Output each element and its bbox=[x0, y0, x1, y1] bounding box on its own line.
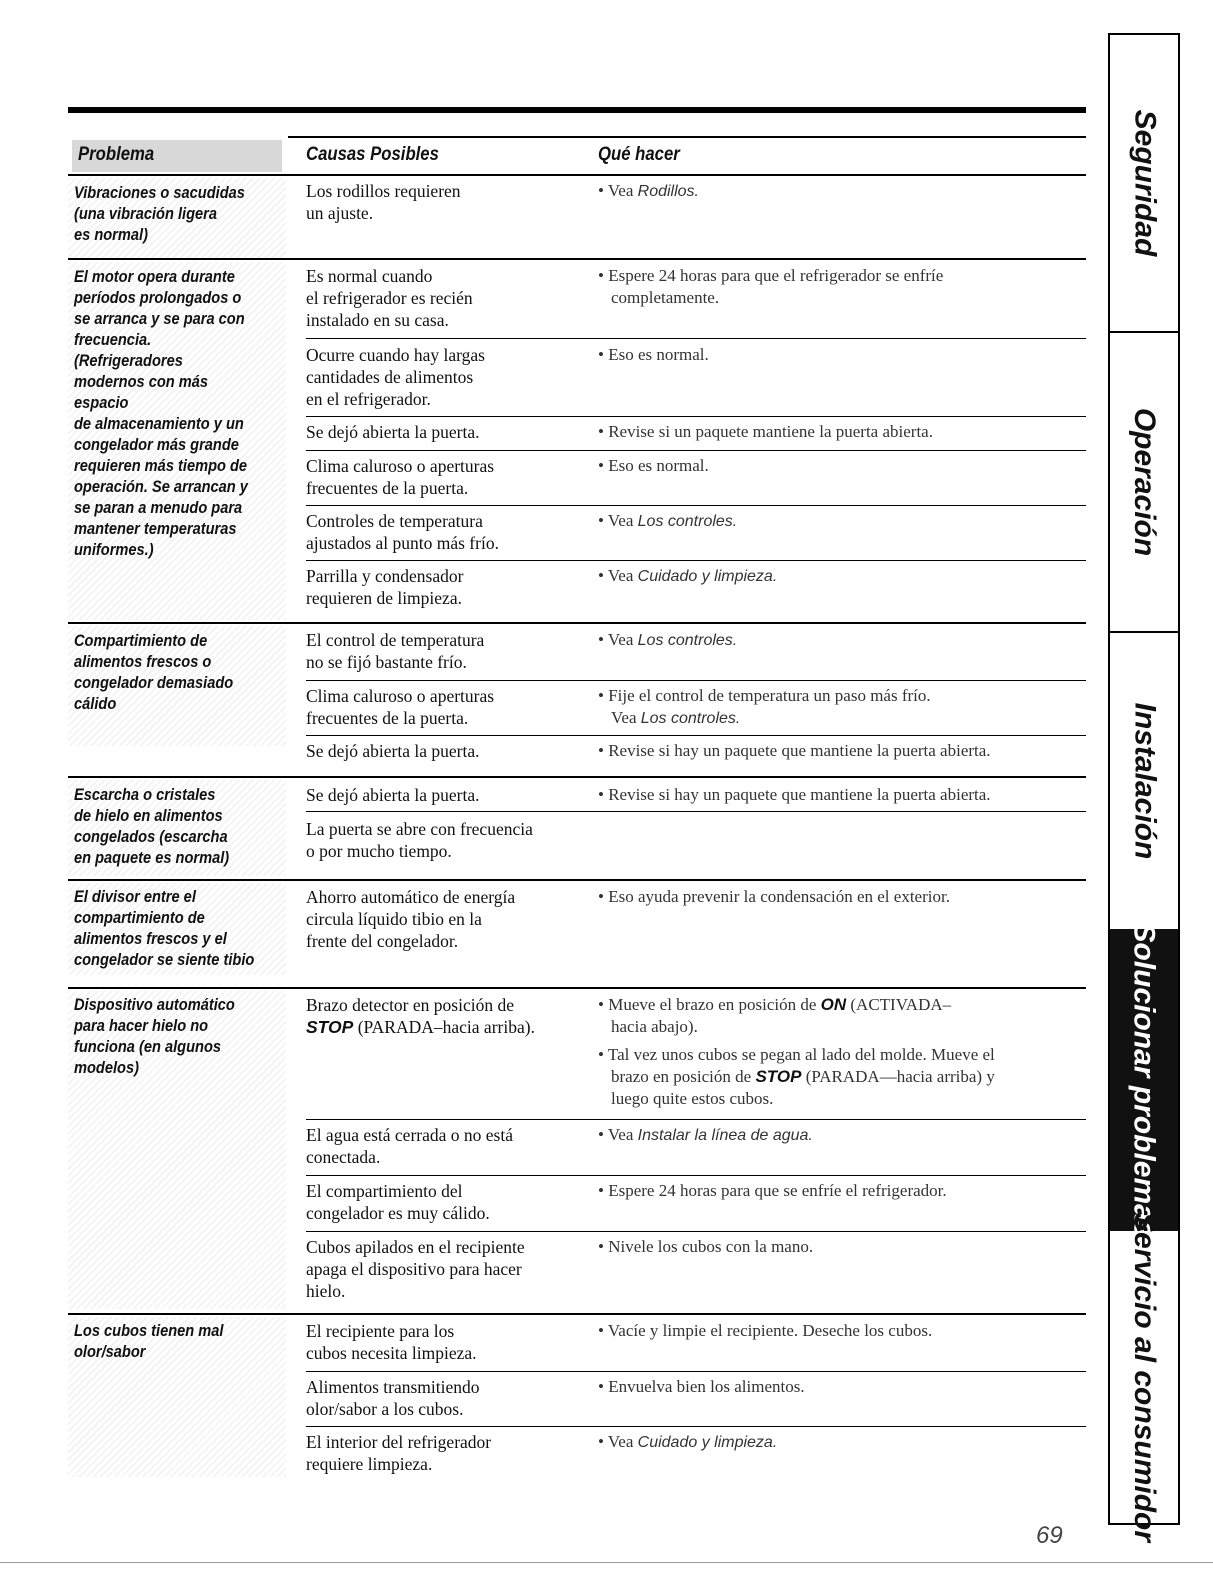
row-rule bbox=[306, 416, 1086, 417]
cause-text: El control de temperatura no se fijó bastante frío. bbox=[306, 630, 485, 672]
fix-text: • Vea Instalar la línea de agua. bbox=[598, 1125, 813, 1144]
fix-text: • Revise si hay un paquete que mantiene la puerta abierta. bbox=[598, 785, 991, 804]
fix-text: • Vea Cuidado y limpieza. bbox=[598, 1432, 778, 1451]
fix-text: • Envuelva bien los alimentos. bbox=[598, 1377, 805, 1396]
section-rule bbox=[68, 987, 1086, 989]
cause-text: El interior del refrigerador requiere limpieza. bbox=[306, 1432, 492, 1474]
row-rule bbox=[306, 560, 1086, 561]
cause-text: Parrilla y condensador requieren de limpieza. bbox=[306, 566, 464, 608]
problem-label: Escarcha o cristales de hielo en alimentos congelados (escarcha en paquete es normal) bbox=[74, 785, 230, 867]
fix-text: • Vea Los controles. bbox=[598, 511, 738, 530]
cause-text: El compartimiento del congelador es muy cálido. bbox=[306, 1181, 490, 1223]
row-rule bbox=[306, 505, 1086, 506]
cause-text: El recipiente para los cubos necesita limpieza. bbox=[306, 1321, 477, 1363]
cause-text: Clima caluroso o aperturas frecuentes de la puerta. bbox=[306, 686, 495, 728]
row-rule bbox=[306, 1231, 1086, 1232]
section-rule bbox=[68, 776, 1086, 778]
header-bottom-rule bbox=[68, 174, 1086, 176]
bottom-rule bbox=[0, 1562, 1213, 1563]
cause-text: Alimentos transmitiendo olor/sabor a los cubos. bbox=[306, 1377, 480, 1419]
problem-label: Dispositivo automático para hacer hielo no funciona (en algunos modelos) bbox=[74, 995, 235, 1077]
cause-text: El agua está cerrada o no está conectada. bbox=[306, 1125, 513, 1167]
section-rule bbox=[68, 1313, 1086, 1315]
row-rule bbox=[306, 338, 1086, 339]
problem-label: El motor opera durante períodos prolongados o se arranca y se para con frecuencia. (Refrigeradores modernos con más espacio de almacenamiento y un congelador más grande requieren más tiempo de operación. Se arrancan y se paran a menudo para mantener temperaturas uniformes.) bbox=[74, 267, 248, 559]
cause-text: Los rodillos requieren un ajuste. bbox=[306, 181, 461, 223]
row-rule bbox=[306, 1426, 1086, 1427]
row-rule bbox=[306, 1175, 1086, 1176]
cause-text: Se dejó abierta la puerta. bbox=[306, 741, 480, 761]
problem-label: Vibraciones o sacudidas (una vibración ligera es normal) bbox=[74, 183, 245, 244]
section-rule bbox=[68, 879, 1086, 881]
page-number: 69 bbox=[1036, 1522, 1063, 1549]
tab-solucionar-problemas[interactable]: Solucionar problemas bbox=[1110, 929, 1178, 1231]
row-rule bbox=[306, 450, 1086, 451]
tab-instalacion[interactable]: Instalación bbox=[1128, 702, 1161, 860]
fix-text: • Espere 24 horas para que se enfríe el refrigerador. bbox=[598, 1181, 947, 1200]
tab-seguridad[interactable]: Seguridad bbox=[1128, 109, 1162, 257]
fix-text: • Vea Cuidado y limpieza. bbox=[598, 566, 778, 585]
row-rule bbox=[306, 1119, 1086, 1120]
fix-text: • Vea Rodillos. bbox=[598, 181, 699, 200]
section-rule bbox=[68, 258, 1086, 260]
row-rule bbox=[306, 735, 1086, 736]
tab-operacion[interactable]: Operación bbox=[1128, 407, 1161, 557]
header-rule bbox=[288, 136, 1086, 138]
row-rule bbox=[306, 811, 1086, 812]
fix-text: • Vea Los controles. bbox=[598, 630, 738, 649]
fix-text: • Espere 24 horas para que el refrigerador se enfríe completamente. bbox=[598, 266, 944, 307]
cause-text: Ocurre cuando hay largas cantidades de alimentos en el refrigerador. bbox=[306, 345, 485, 409]
cause-text: Cubos apilados en el recipiente apaga el dispositivo para hacer hielo. bbox=[306, 1237, 525, 1301]
cause-text: Brazo detector en posición de STOP (PARADA–hacia arriba). bbox=[306, 995, 535, 1037]
problem-label: Los cubos tienen mal olor/sabor bbox=[74, 1321, 224, 1361]
cause-text: Controles de temperatura ajustados al punto más frío. bbox=[306, 511, 499, 553]
cause-text: Es normal cuando el refrigerador es recién instalado en su casa. bbox=[306, 266, 473, 330]
section-rule bbox=[68, 622, 1086, 624]
row-rule bbox=[306, 680, 1086, 681]
fix-text: • Fije el control de temperatura un paso más frío. Vea Los controles. bbox=[598, 686, 931, 727]
fix-text: • Eso ayuda prevenir la condensación en el exterior. bbox=[598, 887, 950, 906]
tab-servicio-al-consumidor[interactable]: Servicio al consumidor bbox=[1128, 1211, 1162, 1543]
header-todo: Qué hacer bbox=[598, 144, 680, 165]
cause-text: Se dejó abierta la puerta. bbox=[306, 785, 480, 805]
fix-text: • Revise si un paquete mantiene la puerta abierta. bbox=[598, 422, 933, 441]
header-problem: Problema bbox=[72, 140, 282, 172]
cause-text: Ahorro automático de energía circula líquido tibio en la frente del congelador. bbox=[306, 887, 516, 951]
fix-text: • Vacíe y limpie el recipiente. Deseche los cubos. bbox=[598, 1321, 933, 1340]
fix-text: • Nivele los cubos con la mano. bbox=[598, 1237, 814, 1256]
top-rule bbox=[68, 107, 1086, 113]
fix-text: • Revise si hay un paquete que mantiene la puerta abierta. bbox=[598, 741, 991, 760]
header-causes: Causas Posibles bbox=[306, 144, 439, 165]
cause-text: Se dejó abierta la puerta. bbox=[306, 422, 480, 442]
problem-label: Compartimiento de alimentos frescos o congelador demasiado cálido bbox=[74, 631, 234, 713]
fix-text: • Mueve el brazo en posición de ON (ACTIVADA– hacia abajo). • Tal vez unos cubos se pegan al lado del molde. Mueve el brazo en posición de STOP (PARADA—hacia arriba) y luego quite estos cubos. bbox=[598, 995, 995, 1108]
cause-text: Clima caluroso o aperturas frecuentes de la puerta. bbox=[306, 456, 495, 498]
problem-label: El divisor entre el compartimiento de alimentos frescos y el congelador se siente tibio bbox=[74, 887, 255, 969]
row-rule bbox=[306, 1371, 1086, 1372]
cause-text: La puerta se abre con frecuencia o por mucho tiempo. bbox=[306, 819, 533, 861]
fix-text: • Eso es normal. bbox=[598, 345, 709, 364]
fix-text: • Eso es normal. bbox=[598, 456, 709, 475]
